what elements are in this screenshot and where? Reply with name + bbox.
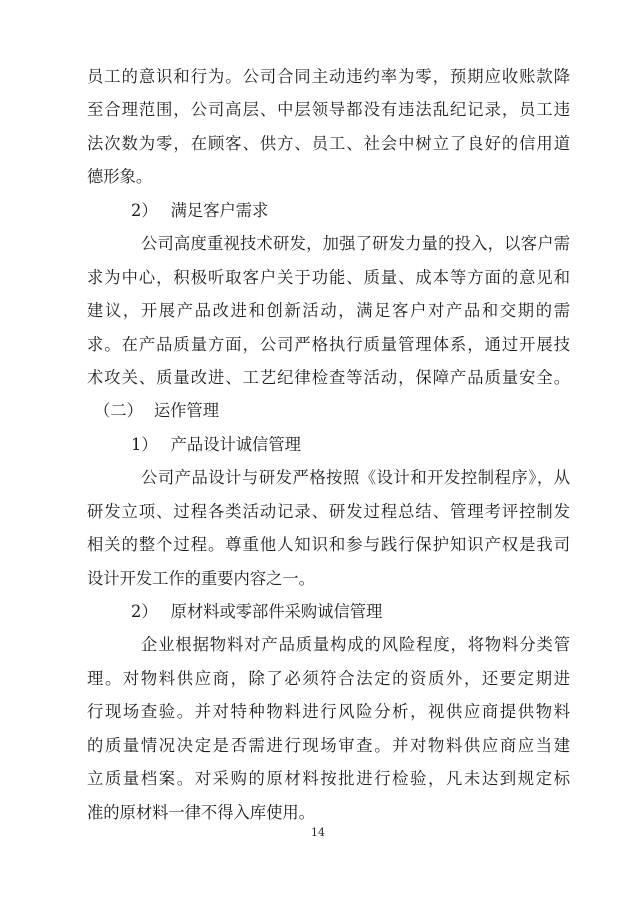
heading-title: 产品设计诚信管理 [170,434,301,454]
page-content [87,60,570,829]
text-line: 的质量情况决定是否需进行现场审查。并对物料供应商应当建 [87,735,570,755]
text-line: 公司产品设计与研发严格按照《设计和开发控制程序》，从 [141,468,570,488]
text-line: 设计开发工作的重要内容之一。 [87,568,315,588]
text-line: 求。在产品质量方面，公司严格执行质量管理体系，通过开展技 [87,334,570,354]
text-line: 术攻关、质量改进、工艺纪律检查等活动，保障产品质量安全。 [87,367,570,387]
text-line: 研发立项、过程各类活动记录、研发过程总结、管理考评控制发 [87,501,570,521]
page-number: 14 [311,826,325,839]
text-line: 建议，开展产品改进和创新活动，满足客户对产品和交期的需 [87,301,570,321]
heading-title: 满足客户需求 [170,200,269,220]
text-line: 企业根据物料对产品质量构成的风险程度，将物料分类管 [141,635,570,655]
heading-title: 原材料或零部件采购诚信管理 [170,602,383,621]
numbered-heading [87,194,570,227]
text-line: 立质量档案。对采购的原材料按批进行检验，凡未达到规定标 [87,769,570,789]
heading-number: 1） [131,434,158,454]
text-line: 法次数为零，在顾客、供方、员工、社会中树立了良好的信用道 [87,133,570,153]
heading-number: 2） [131,602,158,621]
text-line: 准的原材料一律不得入库使用。 [87,802,315,822]
heading-title: 运作管理 [153,401,219,421]
heading-number: 2） [131,200,158,220]
numbered-heading [87,595,570,628]
text-line: 行现场查验。并对特种物料进行风险分析，视供应商提供物料 [87,702,570,722]
text-line: 相关的整个过程。尊重他人知识和参与践行保护知识产权是我司 [87,535,570,555]
text-line: 至合理范围，公司高层、中层领导都没有违法乱纪记录，员工违 [87,100,570,120]
section-heading [87,394,570,427]
text-line: 理。对物料供应商，除了必须符合法定的资质外，还要定期进 [87,668,570,688]
heading-number: （二） [94,401,143,421]
numbered-heading [87,428,570,461]
text-line: 员工的意识和行为。公司合同主动违约率为零，预期应收账款降 [87,67,570,86]
text-line: 求为中心，积极听取客户关于功能、质量、成本等方面的意见和 [87,267,570,287]
text-line: 公司高度重视技术研发，加强了研发力量的投入，以客户需 [141,234,570,254]
text-line: 德形象。 [87,167,153,187]
